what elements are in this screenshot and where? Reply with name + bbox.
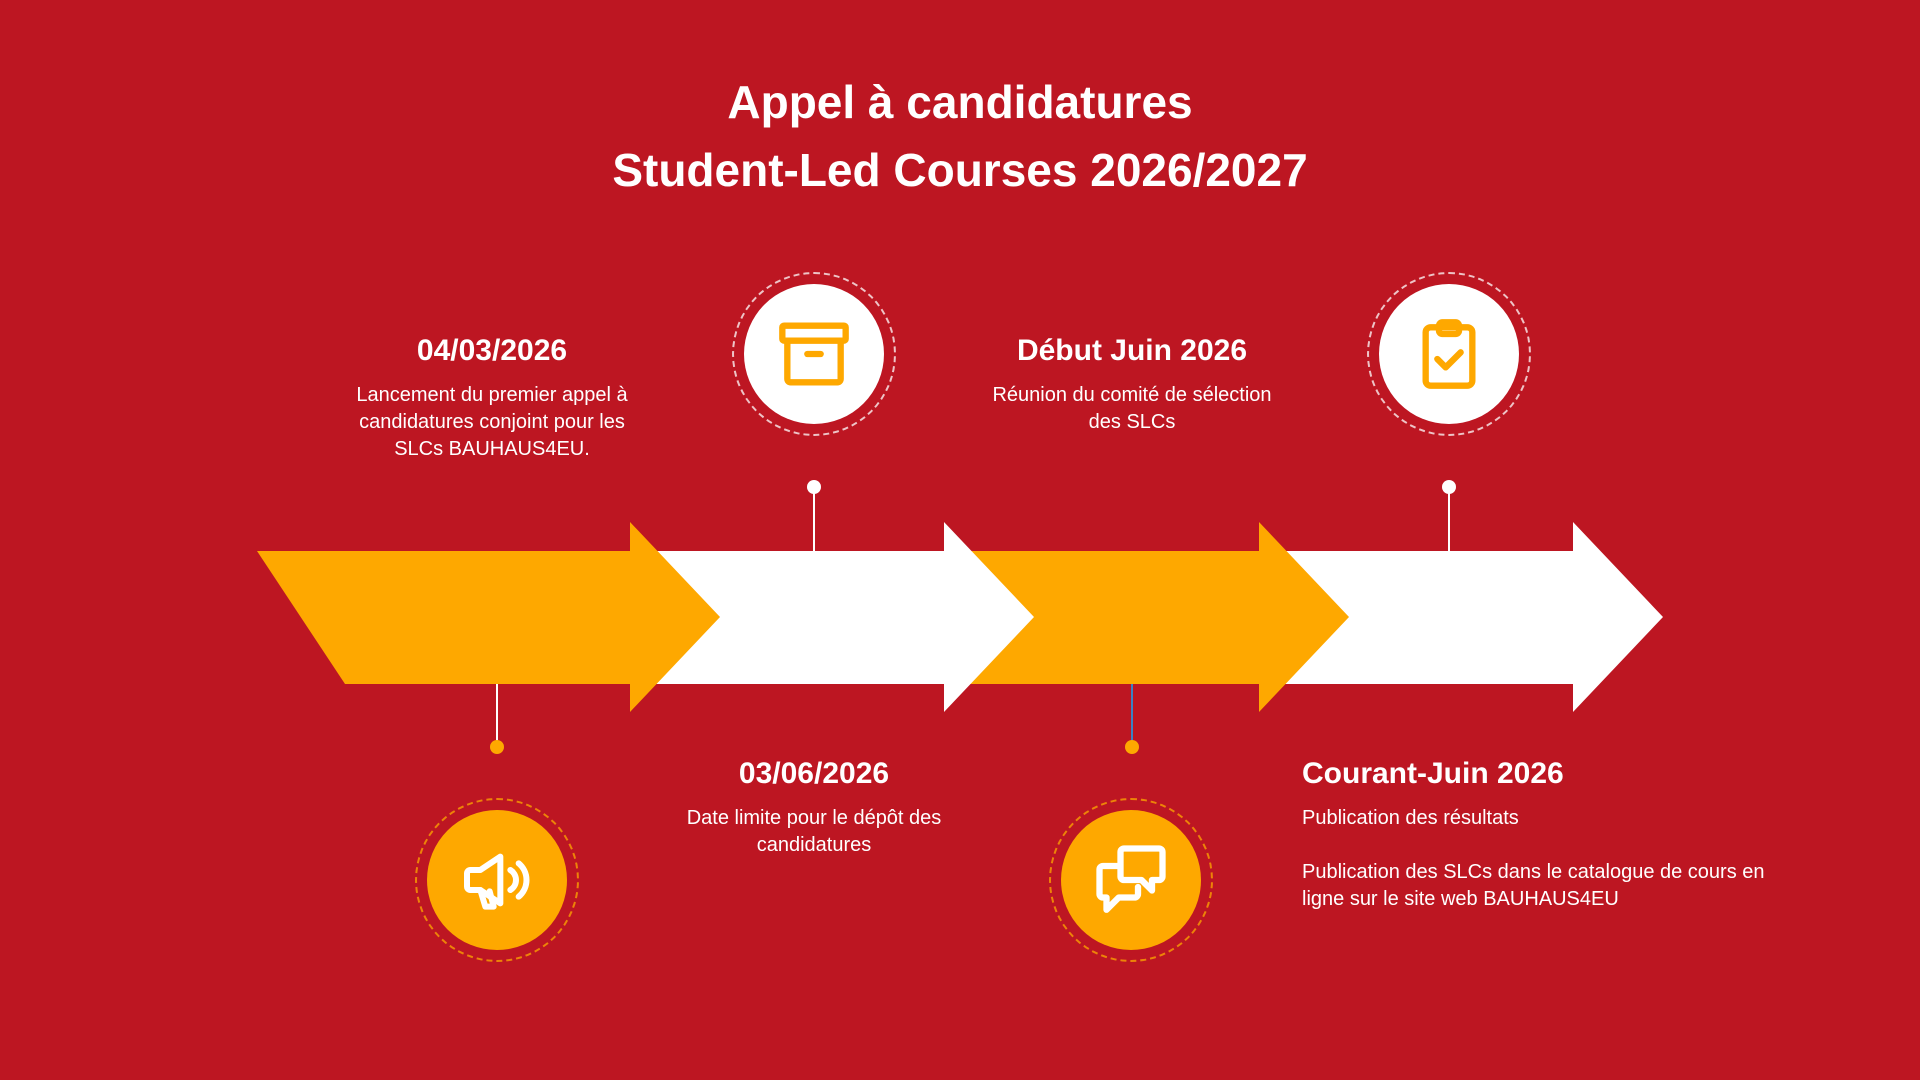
connector-stem-3	[1131, 684, 1133, 744]
milestone-4-description	[1302, 805, 1802, 913]
clipboard-check-icon	[1409, 314, 1489, 394]
badge-archive	[732, 272, 896, 436]
milestone-3-description: Réunion du comité de sélection des SLCs	[992, 384, 1272, 433]
milestone-2-date: 03/06/2026	[738, 757, 890, 790]
milestone-4-description-1: Publication des résultats	[1302, 807, 1519, 829]
milestone-1	[337, 332, 647, 463]
timeline-arrow-1	[257, 522, 720, 712]
badge-chat	[1049, 798, 1213, 962]
milestone-3-date: Début Juin 2026	[1016, 334, 1248, 367]
badge-clipboard	[1367, 272, 1531, 436]
megaphone-icon	[457, 840, 537, 920]
title-line-2: Student-Led Courses 2026/2027	[612, 144, 1308, 196]
milestone-1-description: Lancement du premier appel à candidatures conjoint pour les SLCs BAUHAUS4EU.	[356, 384, 628, 460]
connector-stem-4	[1448, 490, 1450, 551]
milestone-2	[668, 755, 960, 859]
milestone-4	[1302, 755, 1802, 913]
title-line-1: Appel à candidatures	[727, 76, 1193, 128]
milestone-4-description-2: Publication des SLCs dans le catalogue de cours en ligne sur le site web BAUHAUS4EU	[1302, 861, 1765, 910]
connector-dot-1	[490, 740, 504, 754]
milestone-4-date: Courant-Juin 2026	[1302, 757, 1564, 790]
connector-stem-1	[496, 684, 498, 744]
archive-box-icon	[774, 314, 854, 394]
connector-stem-2	[813, 490, 815, 551]
milestone-1-date: 04/03/2026	[416, 334, 568, 367]
connector-dot-3	[1125, 740, 1139, 754]
badge-megaphone	[415, 798, 579, 962]
milestone-2-description: Date limite pour le dépôt des candidatures	[686, 807, 942, 856]
milestone-3	[962, 332, 1302, 436]
chat-bubbles-icon	[1089, 838, 1173, 922]
